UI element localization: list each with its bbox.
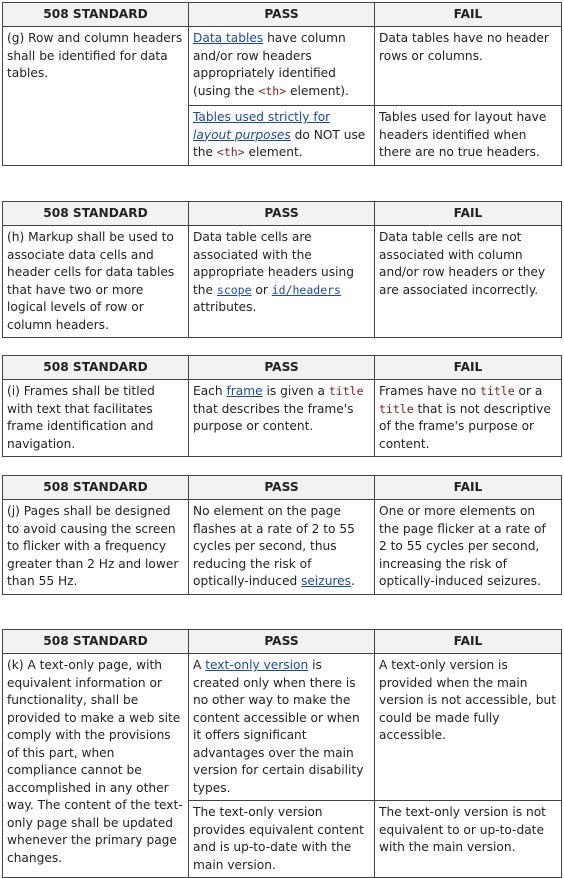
id-headers-link[interactable]: id/headers <box>271 282 341 297</box>
fail-cell: A text-only version is provided when the main version is not accessible, but could be made fully accessible. <box>375 654 562 801</box>
standard-cell: (g) Row and column headers shall be identified for data tables. <box>3 27 189 166</box>
pass-cell: A text-only version is created only when there is no other way to make the content accessible or when it offers significant advantages over the main version for certain disability types. <box>189 654 375 801</box>
header-standard: 508 STANDARD <box>3 476 189 500</box>
pass-cell: Data tables have column and/or row headers appropriately identified (using the <th> element). <box>189 27 375 106</box>
header-fail: FAIL <box>375 202 562 226</box>
standard-i-table <box>2 355 562 457</box>
header-pass: PASS <box>189 356 375 380</box>
pass-cell: The text-only version provides equivalent content and is up-to-date with the main version. <box>189 801 375 878</box>
standard-cell: (j) Pages shall be designed to avoid causing the screen to flicker with a frequency greater than 2 Hz and lower than 55 Hz. <box>3 500 189 595</box>
header-fail: FAIL <box>375 476 562 500</box>
header-row <box>3 356 562 380</box>
header-standard: 508 STANDARD <box>3 202 189 226</box>
layout-tables-link[interactable]: Tables used strictly for layout purposes <box>193 110 331 142</box>
pass-cell: No element on the page flashes at a rate of 2 to 55 cycles per second, thus reducing the risk of optically-induced seizures. <box>189 500 375 595</box>
header-standard: 508 STANDARD <box>3 356 189 380</box>
header-standard: 508 STANDARD <box>3 630 189 654</box>
fail-cell: The text-only version is not equivalent to or up-to-date with the main version. <box>375 801 562 878</box>
scope-link[interactable]: scope <box>216 282 252 297</box>
seizures-link[interactable]: seizures <box>301 574 352 588</box>
header-pass: PASS <box>189 202 375 226</box>
standard-j-table <box>2 475 562 595</box>
header-pass: PASS <box>189 476 375 500</box>
header-standard: 508 STANDARD <box>3 3 189 27</box>
fail-cell: One or more elements on the page flicker at a rate of 2 to 55 cycles per second, increasing the risk of optically-induced seizures. <box>375 500 562 595</box>
standard-cell: (i) Frames shall be titled with text that facilitates frame identification and navigation. <box>3 380 189 457</box>
standard-cell: (k) A text-only page, with equivalent information or functionality, shall be provided to make a web site comply with the provisions of this part, when compliance cannot be accomplished in any other way. The content of the text-only page shall be updated whenever the primary page changes. <box>3 654 189 878</box>
pass-cell: Each frame is given a title that describes the frame's purpose or content. <box>189 380 375 457</box>
fail-cell: Frames have no title or a title that is not descriptive of the frame's purpose or content. <box>375 380 562 457</box>
header-row <box>3 630 562 654</box>
table-row <box>3 226 562 338</box>
text-only-version-link[interactable]: text-only version <box>205 658 309 672</box>
fail-cell: Data table cells are not associated with column and/or row headers or they are associated incorrectly. <box>375 226 562 338</box>
header-pass: PASS <box>189 630 375 654</box>
data-tables-link[interactable]: Data tables <box>193 31 264 45</box>
header-fail: FAIL <box>375 3 562 27</box>
frame-link[interactable]: frame <box>226 384 263 398</box>
table-row <box>3 27 562 106</box>
header-row <box>3 476 562 500</box>
header-fail: FAIL <box>375 356 562 380</box>
table-row <box>3 380 562 457</box>
standard-k-table <box>2 629 562 878</box>
header-pass: PASS <box>189 3 375 27</box>
standard-cell: (h) Markup shall be used to associate data cells and header cells for data tables that have two or more logical levels of row or column headers. <box>3 226 189 338</box>
pass-cell: Tables used strictly for layout purposes do NOT use the <th> element. <box>189 106 375 166</box>
fail-cell: Data tables have no header rows or columns. <box>375 27 562 106</box>
header-fail: FAIL <box>375 630 562 654</box>
table-row <box>3 500 562 595</box>
standard-h-table <box>2 201 562 338</box>
header-row <box>3 202 562 226</box>
table-row <box>3 654 562 801</box>
fail-cell: Tables used for layout have headers identified when there are no true headers. <box>375 106 562 166</box>
standard-g-table <box>2 2 562 166</box>
pass-cell: Data table cells are associated with the appropriate headers using the scope or id/headers attributes. <box>189 226 375 338</box>
header-row <box>3 3 562 27</box>
